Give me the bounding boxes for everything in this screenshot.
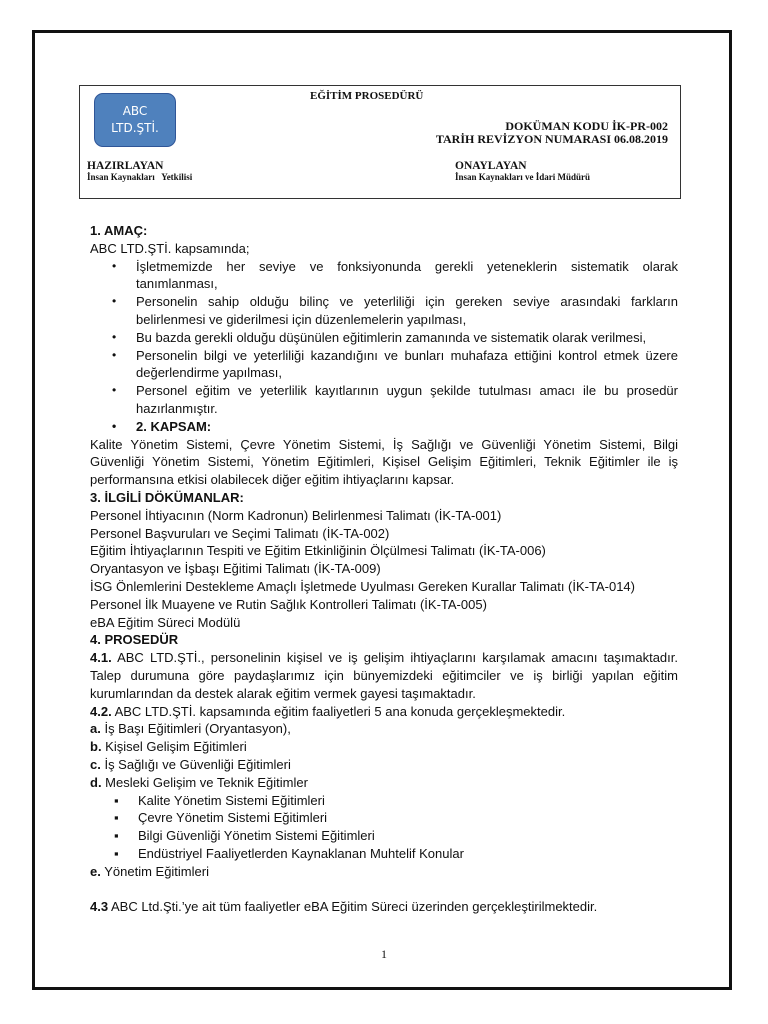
paragraph-4-3 xyxy=(90,898,678,916)
prepared-by-value: İnsan Kaynakları Yetkilisi xyxy=(87,172,193,182)
related-document-item: Personel İlk Muayene ve Rutin Sağlık Kontrolleri Talimatı (İK-TA-005) xyxy=(90,596,487,612)
topic-c xyxy=(90,756,678,774)
approved-by-value: İnsan Kaynakları ve İdari Müdürü xyxy=(455,172,591,182)
list-item: ▪ Bilgi Güvenliği Yönetim Sistemi Eğitimleri xyxy=(138,827,678,845)
paragraph-number: 4.1. xyxy=(90,650,112,666)
topic-d xyxy=(90,774,678,792)
list-item: ▪ Kalite Yönetim Sistemi Eğitimleri xyxy=(138,792,678,810)
company-logo xyxy=(94,93,176,147)
section-2-text: Kalite Yönetim Sistemi, Çevre Yönetim Sistemi, İş Sağlığı ve Güvenliği Yönetim Sistemi, Bilgi Güvenliği Yönetim Sistemi, Yönetim Eğitimleri, Kişisel Gelişim Eğitimleri, Teknik Eğitimler ile iş performansına etkisi olabilecek diğer eğitim ihtiyaçlarını kapsar. xyxy=(90,436,678,488)
section-1-heading: 1. AMAÇ: xyxy=(90,223,148,238)
topic-letter: d. xyxy=(90,774,102,790)
related-document-item: Personel İhtiyacının (Norm Kadronun) Belirlenmesi Talimatı (İK-TA-001) xyxy=(90,507,502,523)
topic-text: Yönetim Eğitimleri xyxy=(100,863,209,879)
revision-date: TARİH REVİZYON NUMARASI 06.08.2019 xyxy=(435,132,668,146)
topic-a xyxy=(90,720,678,738)
topic-b xyxy=(90,738,678,756)
list-item: ▪ Çevre Yönetim Sistemi Eğitimleri xyxy=(138,809,678,827)
purpose-list xyxy=(90,258,678,436)
topic-e xyxy=(90,863,678,881)
paragraph-text: ABC LTD.ŞTİ. kapsamında eğitim faaliyetleri 5 ana konuda gerçekleşmektedir. xyxy=(111,703,566,719)
list-item: • Personelin bilgi ve yeterliliği kazandığını ve bunları muhafaza ettiğini kontrol etmek üzere değerlendirme yapılması, xyxy=(136,347,678,383)
list-item: • Bu bazda gerekli olduğu düşünülen eğitimlerin zamanında ve sistematik olarak verilmesi, xyxy=(136,329,678,347)
list-item: • Personelin sahip olduğu bilinç ve yeterliliği için gereken seviye arasındaki farkların belirlenmesi ve giderilmesi için düzenlemelerin yapılması, xyxy=(136,293,678,329)
page-number: 1 xyxy=(381,947,387,961)
logo-line-1: ABC xyxy=(122,104,148,118)
topic-letter: c. xyxy=(90,756,101,772)
blank-line xyxy=(90,880,678,898)
topic-text: İş Başı Eğitimleri (Oryantasyon), xyxy=(100,721,291,737)
paragraph-number: 4.3 xyxy=(90,899,109,915)
topic-text: İş Sağlığı ve Güvenliği Eğitimleri xyxy=(100,756,291,772)
paragraph-4-2 xyxy=(90,703,678,721)
logo-line-2: LTD.ŞTİ. xyxy=(111,121,159,135)
list-item: • Personel eğitim ve yeterlilik kayıtlarının uygun şekilde tutulması amacı ile bu prosedür hazırlanmıştır. xyxy=(136,382,678,418)
topic-letter: a. xyxy=(90,721,101,737)
topic-text: Kişisel Gelişim Eğitimleri xyxy=(101,739,247,755)
technical-subtopics-list xyxy=(90,792,678,863)
document-body xyxy=(90,222,678,916)
related-document-item: eBA Eğitim Süreci Modülü xyxy=(90,614,241,630)
section-1-intro: ABC LTD.ŞTİ. kapsamında; xyxy=(90,240,250,256)
prepared-by-label: HAZIRLAYAN xyxy=(87,160,164,172)
topic-letter: e. xyxy=(90,863,101,879)
related-document-item: Oryantasyon ve İşbaşı Eğitimi Talimatı (İK-TA-009) xyxy=(90,561,381,577)
list-item: • İşletmemizde her seviye ve fonksiyonunda gerekli yeteneklerin sistematik olarak tanımlanması, xyxy=(136,258,678,294)
related-document-item: İSG Önlemlerini Destekleme Amaçlı İşletmede Uyulması Gereken Kurallar Talimatı (İK-TA-014) xyxy=(90,578,635,594)
list-item: ▪ Endüstriyel Faaliyetlerden Kaynaklanan Muhtelif Konular xyxy=(138,845,678,863)
paragraph-4-1 xyxy=(90,649,678,702)
document-code: DOKÜMAN KODU İK-PR-002 xyxy=(505,119,668,133)
paragraph-number: 4.2. xyxy=(90,703,112,719)
document-title: EĞİTİM PROSEDÜRÜ xyxy=(310,90,424,102)
paragraph-text: ABC LTD.ŞTİ., personelinin kişisel ve iş gelişim ihtiyaçlarını karşılamak amacını taşımaktadır. Talep durumuna göre paydaşlarımız için bünyemizdeki eğitimciler ve iş birliği yapılan eğitim kurumlarından da destek alarak eğitim vermek gayesi taşımaktadır. xyxy=(90,650,678,701)
section-2-heading: • 2. KAPSAM: xyxy=(136,418,678,436)
approved-by-label: ONAYLAYAN xyxy=(455,160,527,172)
related-document-item: Eğitim İhtiyaçlarının Tespiti ve Eğitim Etkinliğinin Ölçülmesi Talimatı (İK-TA-006) xyxy=(90,543,546,559)
section-4-heading: 4. PROSEDÜR xyxy=(90,632,179,648)
related-document-item: Personel Başvuruları ve Seçimi Talimatı (İK-TA-002) xyxy=(90,525,390,541)
topic-text: Mesleki Gelişim ve Teknik Eğitimler xyxy=(101,774,308,790)
paragraph-text: ABC Ltd.Şti.’ye ait tüm faaliyetler eBA Eğitim Süreci üzerinden gerçekleştirilmektedir. xyxy=(108,899,598,915)
topic-letter: b. xyxy=(90,739,102,755)
section-3-heading: 3. İLGİLİ DÖKÜMANLAR: xyxy=(90,489,244,505)
